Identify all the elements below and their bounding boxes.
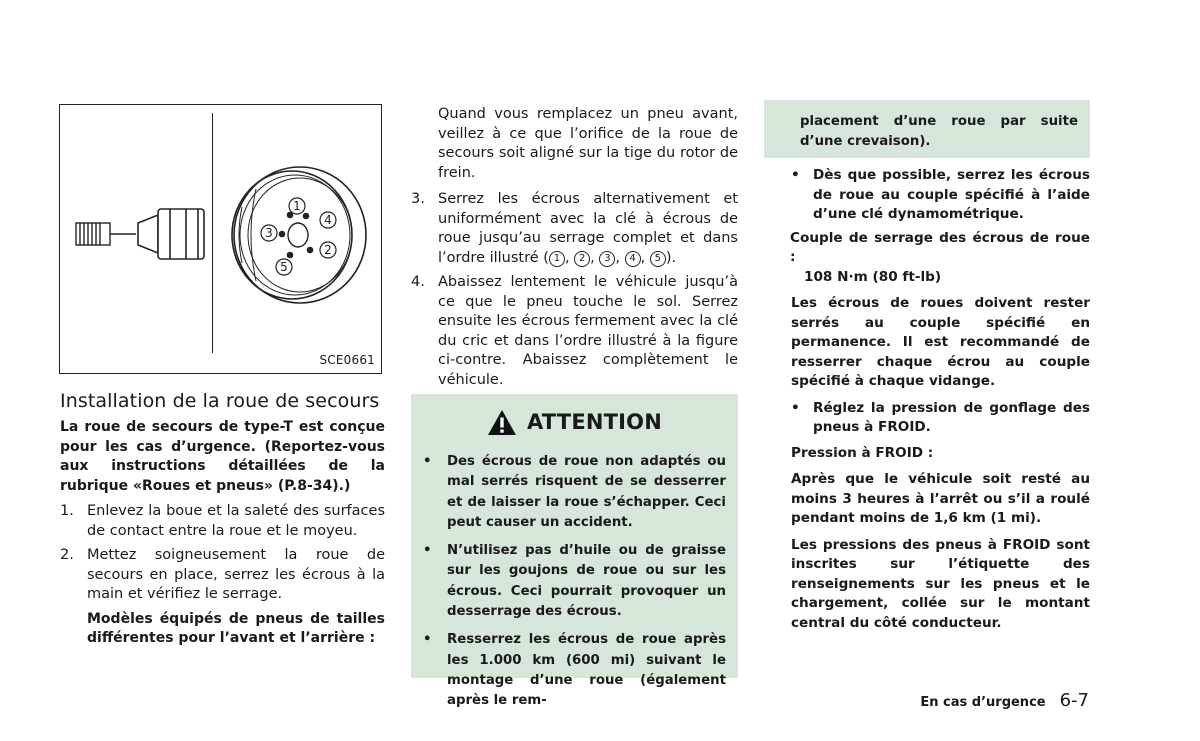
cold-pressure-label: Pression à FROID : (791, 444, 934, 461)
bullet-item-torque (791, 166, 1090, 225)
page-footer (920, 690, 1089, 711)
front-tire-note: Quand vous remplacez un pneu avant, veillez à ce que l’orifice de la roue de secours soit aligné sur la tige du rotor de frein. (438, 106, 738, 181)
attention-box (411, 394, 738, 709)
step-text: Serrez les écrous alternativement et uniformément avec la clé à écrous de roue jusqu’au serrage complet et dans l’ordre illustré ( 1 , 2 , 3 , 4 , 5 ). (438, 191, 738, 266)
bullet: • (423, 543, 432, 559)
attention-list (423, 452, 726, 720)
attention-header (411, 404, 738, 440)
left-column (60, 390, 385, 649)
torque-spec (790, 229, 1090, 288)
intro-paragraph: La roue de secours de type-T est conçue pour les cas d’urgence. (Reportez-vous aux instructions détaillées de la rubrique «Roues et pneus» (P.8-34).) (60, 419, 385, 494)
models-note: Modèles équipés de pneus de tailles différentes pour l’avant et l’arrière : (87, 610, 385, 646)
figure-code: SCE0661 (319, 353, 375, 367)
warning-triangle-icon (487, 409, 517, 436)
lug-label-4: 4 (324, 213, 332, 227)
wheel-stud-icon (76, 223, 136, 245)
right-column (791, 166, 1090, 640)
attention-continuation-text: placement d’une roue par suite d’une crevaison). (800, 114, 1078, 150)
bullet: • (423, 632, 432, 648)
attention-title: ATTENTION (526, 410, 663, 434)
bullet-text: Réglez la pression de gonflage des pneus à FROID. (813, 399, 1090, 435)
step-3 (411, 190, 738, 268)
wheel-icon (232, 167, 366, 303)
order-circle-2: 2 (574, 251, 590, 267)
footer-section-title: En cas d’urgence (920, 695, 1046, 710)
section-heading: Installation de la roue de secours (60, 390, 380, 412)
attention-item (423, 630, 726, 711)
torque-note: Les écrous de roues doivent rester serrés au couple spécifié en permanence. Il est recommandé de resserrer chaque écrou au couple spécifié à chaque vidange. (791, 295, 1090, 389)
step-2 (60, 546, 385, 605)
step-number: 2. (60, 547, 74, 563)
step-text: Abaissez lentement le véhicule jusqu’à ce que le pneu touche le sol. Serrez ensuite les écrous fermement avec la clé du cric et dans l’ordre illustré à la figure ci-contre. Abaissez complètement le véhicule. (438, 274, 738, 388)
step-number: 3. (411, 191, 425, 207)
order-circle-4: 4 (625, 251, 641, 267)
lug-label-1: 1 (293, 199, 301, 213)
lug-label-3: 3 (265, 226, 273, 240)
bullet: • (791, 399, 800, 416)
lug-nut-icon (138, 209, 204, 259)
torque-value: 108 N·m (80 ft-lb) (804, 268, 942, 285)
order-circle-1: 1 (549, 251, 565, 267)
attention-item (423, 452, 726, 533)
step-text: Mettez soigneusement la roue de secours en place, serrez les écrous à la main et vérifiez le serrage. (87, 547, 385, 602)
placard-text: Les pressions des pneus à FROID sont inscrites sur l’étiquette des renseignements sur les pneus et le chargement, collée sur le montant central du côté conducteur. (791, 536, 1090, 631)
wheel-and-lug-nut-illustration (60, 105, 380, 373)
step-text: Enlevez la boue et la saleté des surfaces de contact entre la roue et le moyeu. (87, 503, 385, 539)
attention-item (423, 541, 726, 622)
bullet-text: Dès que possible, serrez les écrous de roue au couple spécifié à l’aide d’une clé dynamométrique. (813, 167, 1090, 222)
attention-item-text: Des écrous de roue non adaptés ou mal serrés risquent de se desserrer et de laisser la roue s’échapper. Ceci peut causer un accident. (447, 454, 726, 530)
middle-column (411, 105, 738, 395)
bullet-item-pressure (791, 399, 1090, 438)
attention-item-text: N’utilisez pas d’huile ou de graisse sur les goujons de roue ou sur les écrous. Ceci pourrait provoquer un desserrage des écrous. (447, 543, 726, 620)
bullet: • (423, 454, 432, 469)
step-number: 1. (60, 503, 74, 519)
lug-label-5: 5 (280, 260, 288, 274)
bullet: • (791, 167, 800, 183)
attention-item-text: Resserrez les écrous de roue après les 1.000 km (600 mi) suivant le montage d’une roue (également après le rem- (447, 632, 726, 709)
page-number: 6-7 (1059, 690, 1089, 711)
lug-label-2: 2 (324, 243, 332, 257)
wheel-nut-figure (59, 104, 382, 374)
order-circle-5: 5 (650, 251, 666, 267)
figure-divider (212, 113, 213, 353)
step-number: 4. (411, 274, 425, 290)
cold-pressure-text: Après que le véhicule soit resté au moins 3 heures à l’arrêt ou s’il a roulé pendant moins de 1,6 km (1 mi). (791, 471, 1090, 526)
order-circle-3: 3 (599, 251, 615, 267)
attention-continuation-box (764, 100, 1090, 158)
torque-label: Couple de serrage des écrous de roue : (790, 229, 1090, 265)
step-4 (411, 273, 738, 390)
step-1 (60, 502, 385, 541)
